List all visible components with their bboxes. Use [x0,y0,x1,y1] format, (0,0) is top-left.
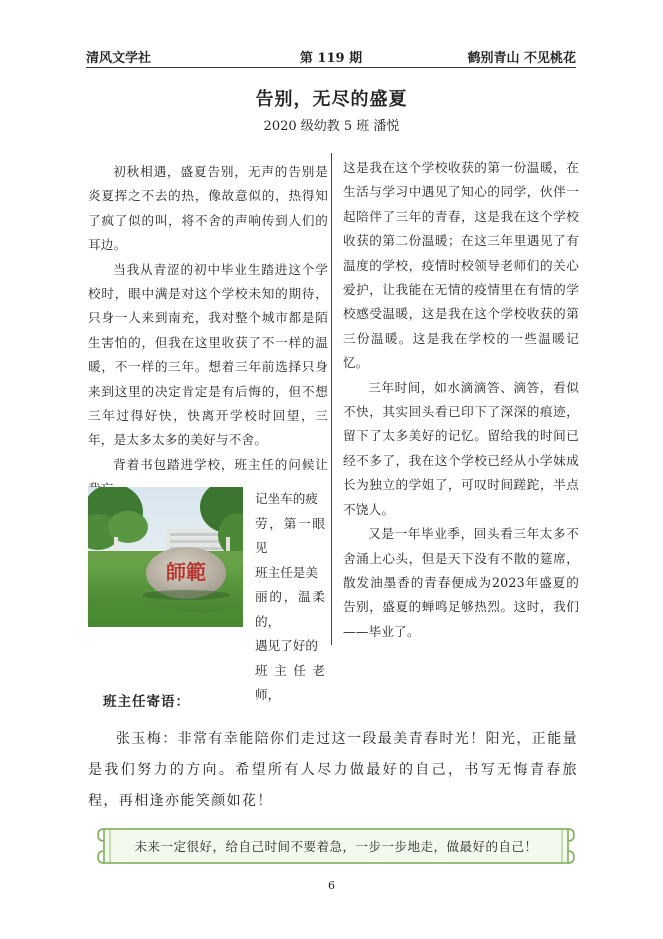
teacher-message [88,724,578,817]
wrap-line: 丽的，温柔的， [255,589,325,629]
stone-inscription: 師範 [166,560,206,584]
photo-wrap-text [255,487,325,708]
left-column [88,160,328,502]
paragraph: 这是我在这个学校收获的第一份温暖，在生活与学习中遇见了知心的同学，伙伴一起陪伴了三年的青春，这是我在这个学校收获的第二份温暖；在这三年里遇见了有温度的学校，疫情时校领导老师们的关心爱护，让我能在无情的疫情里在有情的学校感受温暖，这是我在这个学校收获的第三份温暖。这是我在学校的一些温暖记忆。 [343,160,579,371]
column-divider [331,153,332,645]
header-divider [86,67,576,68]
wrap-line: 班主任是美 [255,564,318,580]
paragraph: 初秋相遇，盛夏告别，无声的告别是炎夏挥之不去的热，像故意似的，热得知了疯了似的叫，将不舍的声响传到人们的耳边。 [88,164,328,253]
article-title: 告别，无尽的盛夏 [255,89,408,110]
paragraph: 背着书包踏进学校，班主任的问候让 [113,456,328,472]
wrap-line: 遇见了好的 [255,638,318,653]
magazine-name: 清风文学社 [86,51,152,66]
page-header [86,47,576,65]
teacher-message-text: 张玉梅：非常有幸能陪你们走过这一段最美青春时光！阳光，正能量是我们努力的方向。希望所有人尽力做最好的自己，书写无悔青春旅程，再相逢亦能笑颜如花！ [88,731,578,809]
paragraph: 当我从青涩的初中毕业生踏进这个学校时，眼中满是对这个学校未知的期待，只身一人来到南充，我对整个城市都是陌生害怕的，但我在这里收获了不一样的温暖，不一样的三年。想着三年前选择只身来到这里的决定肯定是有后悔的，但不想三年过得好快，快离开学校时回望，三年，是太多太多的美好与不舍。 [88,261,328,448]
issue-number: 第 119 期 [299,51,363,66]
right-column [343,156,579,644]
wrap-line: 班主任老师， [255,662,325,702]
article-byline: 2020 级幼教 5 班 潘悦 [263,119,400,134]
scroll-quote-text: 未来一定很好，给自己时间不要着急，一步一步地走，做最好的自己！ [134,839,538,854]
campus-photo [88,487,243,627]
page-number: 6 [328,879,335,892]
wrap-line: 劳，第一眼见 [255,515,325,555]
wrap-line: 记坐车的疲 [255,491,318,506]
quote-scroll [96,825,576,867]
paragraph: 三年时间，如水滴滴答、滴答，看似不快，其实回头看已印下了深深的痕迹，留下了太多美好的记忆。留给我的时间已经不多了，我在这个学校已经从小学妹成长为独立的学姐了，可叹时间蹉跎，半点不饶人。 [343,379,579,517]
teacher-heading: 班主任寄语： [103,694,190,710]
issue-theme: 鹤别青山 不见桃花 [467,51,576,66]
paragraph: 又是一年毕业季，回头看三年太多不舍涌上心头，但是天下没有不散的筵席，散发油墨香的青春便成为2023年盛夏的告别，盛夏的蝉鸣足够热烈。这时，我们——毕业了。 [343,526,579,639]
